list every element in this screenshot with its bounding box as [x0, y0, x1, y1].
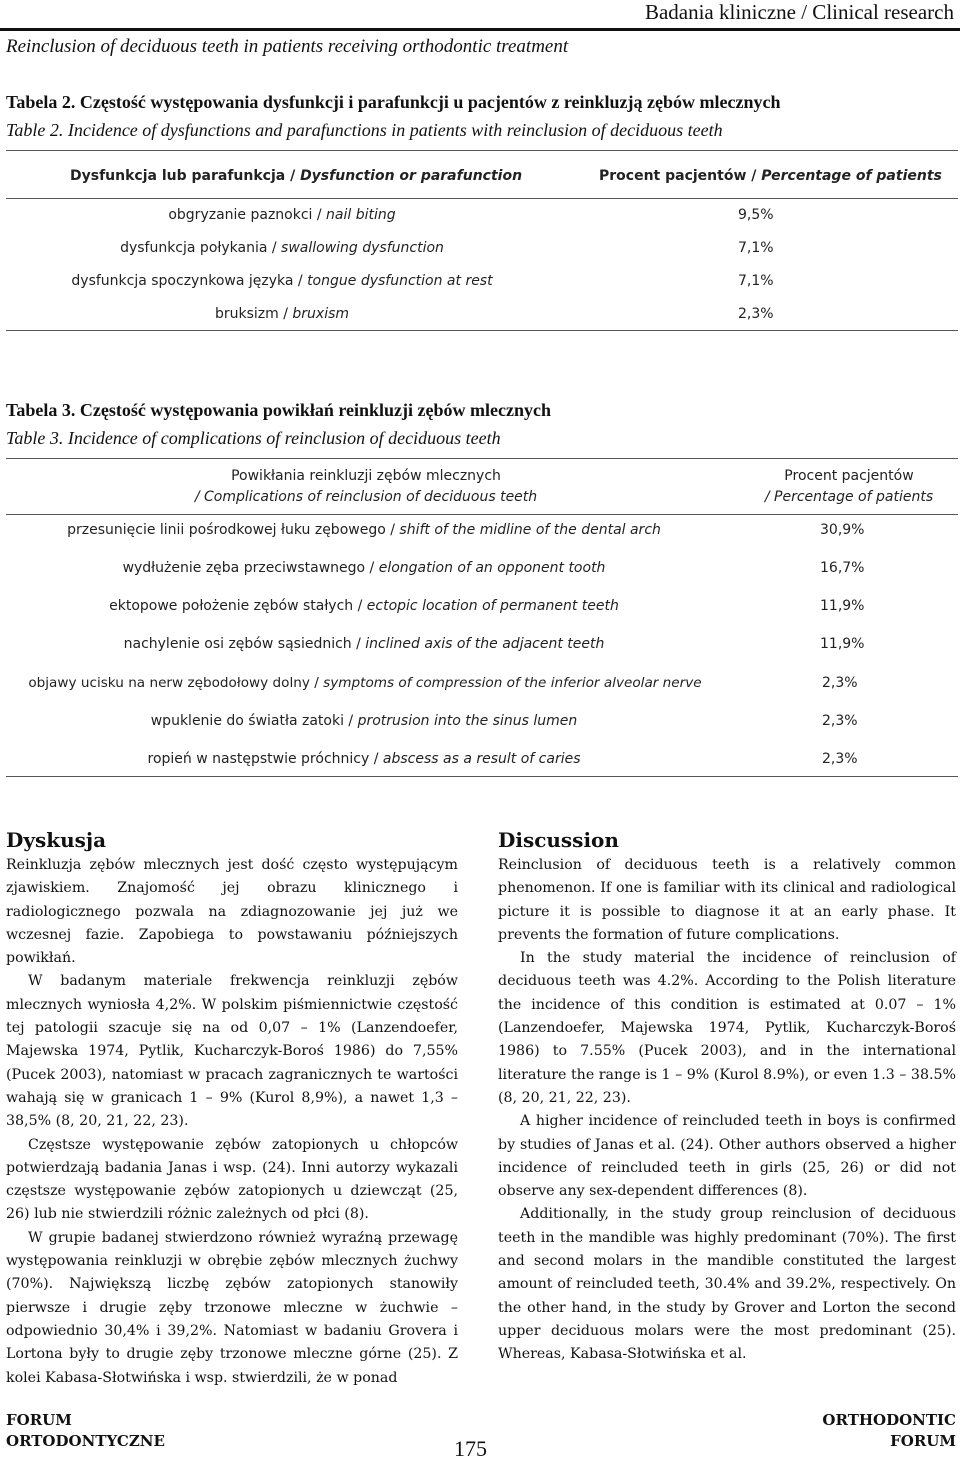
table-row: dysfunkcja połykania / swallowing dysfunction: [120, 240, 444, 256]
table-row: przesunięcie linii pośrodkowej łuku zębowego / shift of the midline of the dental arch: [67, 522, 661, 538]
paragraph: W badanym materiale frekwencja reinkluzji zębów mlecznych wyniosła 4,2%. W polskim piśmiennictwie częstość tej patologii szacuje się na od 0,07 – 1% (Lanzendoefer, Majewska 1974, Pytlik, Kucharczyk-Boroś 1986) do 7,55% (Pucek 2003), natomiast w pracach zagranicznych te wartości wahają się w granicach 1 – 9% (Kurol 8,9%), a nawet 1,3 – 38,5% (8, 20, 21, 22, 23).: [6, 973, 458, 1130]
table-cell-value: 30,9%: [820, 522, 865, 538]
discussion-pl-column: [6, 826, 458, 1390]
paragraph: Częstsze występowanie zębów zatopionych u chłopców potwierdzają badania Janas i wsp. (24). Inni autorzy wykazali częstsze występowanie zębów zatopionych u dziewcząt (25, 26) lub nie stwierdzili różnic zależnych od płci (8).: [6, 1136, 458, 1223]
table3-bottom-rule: [6, 776, 958, 777]
table2-bottom-rule: [6, 330, 958, 331]
table3-top-rule: [6, 458, 958, 459]
table3-header-col1-pl: Powikłania reinkluzji zębów mlecznych: [231, 468, 501, 484]
paragraph: Additionally, in the study group reinclusion of deciduous teeth in the mandible was highly predominant (70%). The first and second molars in the mandible constituted the largest amount of reincluded teeth, 30.4% and 39.2%, respectively. On the other hand, in the study by Grover and Lorton the second upper deciduous molars were the most predominant (25). Whereas, Kabasa-Słotwińska et al.: [498, 1206, 956, 1363]
table3-header-col1-en: / Complications of reinclusion of deciduous teeth: [194, 489, 538, 505]
table3-caption-pl: Tabela 3. Częstość występowania powikłań reinkluzji zębów mlecznych: [6, 400, 552, 420]
table-row: nachylenie osi zębów sąsiednich / inclined axis of the adjacent teeth: [123, 636, 605, 652]
discussion-en-column: [498, 826, 956, 1367]
table-cell-value: 2,3%: [738, 306, 774, 322]
table2-header-col1: Dysfunkcja lub parafunkcja / Dysfunction or parafunction: [70, 168, 523, 184]
paragraph: W grupie badanej stwierdzono również wyraźną przewagę występowania reinkluzji w obrębie zębów mlecznych żuchwy (70%). Największą liczbę zębów zatopionych stanowiły pierwsze i drugie zęby trzonowe mleczne w żuchwie – odpowiednio 30,4% i 39,2%. Natomiast w badaniu Grovera i Lortona były to drugie zęby trzonowe mleczne górne (25). Z kolei Kabasa-Słotwińska i wsp. stwierdzili, że w ponad: [6, 1229, 458, 1386]
table2-caption-pl: Tabela 2. Częstość występowania dysfunkcji i parafunkcji u pacjentów z reinkluzją zębów mlecznych: [6, 92, 781, 112]
section-heading-en: Discussion: [498, 828, 619, 852]
footer-left-line2: ORTODONTYCZNE: [6, 1432, 165, 1450]
footer-journal-pl: [6, 1410, 165, 1452]
paragraph: In the study material the incidence of reinclusion of deciduous teeth was 4.2%. According to the Polish literature the incidence of this condition is estimated at 0.07 – 1% (Lanzendoefer, Majewska 1974, Pytlik, Kucharczyk-Boroś 1986) to 7.55% (Pucek 2003), and in the international literature the range is 1 – 9% (Kurol 8.9%), or even 1.3 – 38.5% (8, 20, 21, 22, 23).: [498, 950, 956, 1106]
table-cell-value: 2,3%: [822, 751, 858, 767]
table2-header-rule: [6, 198, 958, 199]
section-heading-pl: Dyskusja: [6, 828, 107, 852]
table-row: ektopowe położenie zębów stałych / ectopic location of permanent teeth: [109, 598, 619, 614]
table-row: ropień w następstwie próchnicy / abscess as a result of caries: [147, 751, 581, 767]
footer-right-line1: ORTHODONTIC: [822, 1411, 956, 1429]
table-row: objawy ucisku na nerw zębodołowy dolny / symptoms of compression of the inferior alveolar nerve: [28, 675, 702, 691]
footer-right-line2: FORUM: [890, 1432, 956, 1450]
table-row: obgryzanie paznokci / nail biting: [168, 207, 396, 223]
table3-header-col2-pl: Procent pacjentów: [784, 468, 914, 484]
table-cell-value: 11,9%: [820, 636, 865, 652]
table2-header-col2: Procent pacjentów / Percentage of patients: [599, 168, 942, 184]
table3-caption-en: Table 3. Incidence of complications of reinclusion of deciduous teeth: [6, 428, 501, 448]
header-rule: [0, 28, 960, 31]
table-cell-value: 9,5%: [738, 207, 774, 223]
table-row: dysfunkcja spoczynkowa języka / tongue dysfunction at rest: [71, 273, 493, 289]
paragraph: A higher incidence of reincluded teeth in boys is confirmed by studies of Janas et al. (24). Other authors observed a higher incidence of reincluded teeth in girls (25, 26) or did not observe any sex-dependent differences (8).: [498, 1113, 956, 1200]
table-cell-value: 7,1%: [738, 273, 774, 289]
table-cell-value: 16,7%: [820, 560, 865, 576]
paragraph: Reinclusion of deciduous teeth is a relatively common phenomenon. If one is familiar with its clinical and radiological picture it is possible to diagnose it at an early phase. It prevents the formation of future complications.: [498, 857, 956, 943]
running-title: Reinclusion of deciduous teeth in patients receiving orthodontic treatment: [6, 36, 569, 57]
table-cell-value: 2,3%: [822, 675, 858, 691]
table2-top-rule: [6, 150, 958, 151]
table2-caption-en: Table 2. Incidence of dysfunctions and parafunctions in patients with reinclusion of deciduous teeth: [6, 120, 723, 140]
table-cell-value: 11,9%: [820, 598, 865, 614]
footer-left-line1: FORUM: [6, 1411, 72, 1429]
table-row: wpuklenie do światła zatoki / protrusion into the sinus lumen: [150, 713, 578, 729]
footer-journal-en: [822, 1410, 956, 1452]
table3-header-col2-en: / Percentage of patients: [764, 489, 934, 505]
section-label: Badania kliniczne / Clinical research: [644, 0, 954, 24]
table-cell-value: 2,3%: [822, 713, 858, 729]
table-row: bruksizm / bruxism: [214, 306, 350, 322]
page-number: 175: [454, 1436, 487, 1461]
table-row: wydłużenie zęba przeciwstawnego / elongation of an opponent tooth: [122, 560, 606, 576]
paragraph: Reinkluzja zębów mlecznych jest dość często występującym zjawiskiem. Znajomość jej obrazu klinicznego i radiologicznego pozwala na zdiagnozowanie jej już we wczesnej fazie. Zapobiega to powstawaniu późniejszych powikłań.: [6, 857, 458, 967]
table-cell-value: 7,1%: [738, 240, 774, 256]
table3-header-rule: [6, 514, 958, 515]
